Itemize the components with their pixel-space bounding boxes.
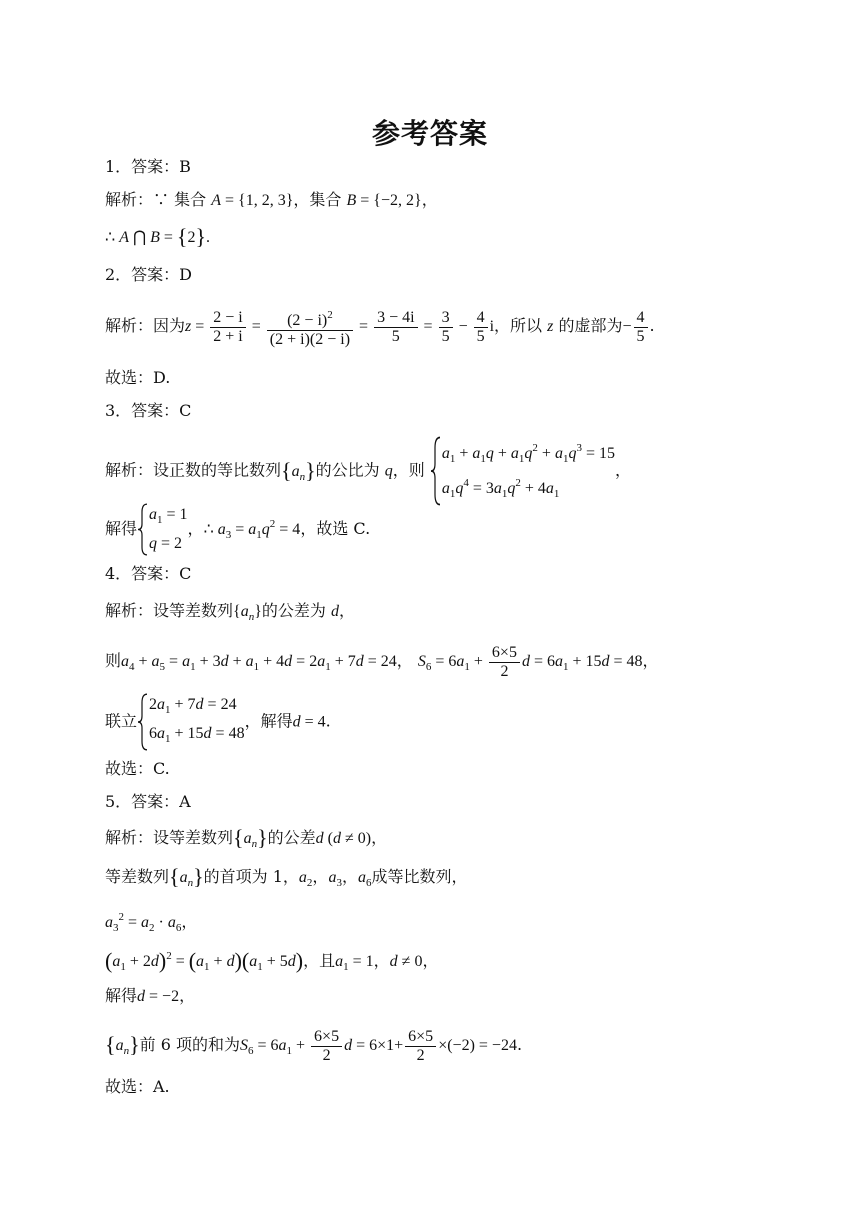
q2-imag-part: − $\frac{4}{5}$	[623, 318, 650, 335]
q3-conclusion: ，故选 C.	[300, 519, 371, 538]
q5-solve: 解得d = −2，	[105, 986, 196, 1005]
q3-system: $a_1 + a_1q + a_1q^2 + a_1q^3 = 15$ $a_1q^4 = 3a_1q^2 + 4a_1$	[430, 436, 615, 506]
q5-analysis-text: 解析：设等差数列	[105, 828, 234, 847]
q5-line2-text2: 的首项为 1，	[203, 867, 299, 886]
q5-diff-text: 的公差	[267, 828, 316, 847]
q4-analysis: 解析：设等差数列$\{a_n\}$的公差为 d，	[105, 601, 356, 623]
q4-sum-formula: $S_6 = 6a_1$ + $\frac{6\times 5}{2}$ $d = 6a_1 + 15d = 48$	[417, 643, 643, 680]
q2-answer: 2．答案：D	[105, 265, 193, 284]
q5-sum: $\{a_n\}$前 6 项的和为$S_6 = 6a_1$ + $\frac{6\times 5}{2}$ d = 6×1+ $\frac{6\times 5}{2}$ ×(−2) = −24.	[105, 1027, 523, 1064]
q3-analysis-text: 解析：设正数的等比数列	[105, 460, 282, 480]
q2-analysis-label: 解析：因为	[105, 316, 186, 336]
q4-system: $2a_1 + 7d = 24$ $6a_1 + 15d = 48$	[137, 693, 245, 751]
q4-result: d = 4	[292, 713, 326, 731]
q5-analysis: 解析：设等差数列$\{a_n\}$的公差d (d ≠ 0)，	[105, 825, 388, 850]
q2-conclusion: 故选：D.	[105, 368, 171, 387]
q4-combine-text: 联立	[105, 711, 138, 731]
q4-answer: 4．答案：C	[105, 564, 192, 583]
q5-sum-formula: $S_6 = 6a_1$ + $\frac{6\times 5}{2}$ d = 6×1+ $\frac{6\times 5}{2}$ ×(−2) = −24	[239, 1027, 517, 1064]
q1-set-a: A = {1, 2, 3}	[211, 192, 294, 209]
q5-line2: 等差数列$\{a_n\}$的首项为 1，$a_2$，$a_3$，$a_6$成等比数列，	[105, 864, 468, 889]
q3-solution-system: $a_1 = 1$ q = 2	[137, 503, 188, 556]
q5-answer: 5．答案：A	[105, 792, 191, 811]
q5-conclusion: 故选：A.	[105, 1077, 170, 1096]
q4-equations: 则$a_4 + a_5 = a_1 + 3d + a_1 + 4d = 2a_1 + 7d = 24$， $S_6 = 6a_1$ + $\frac{6\times 5}{2}$ $d = 6a_1 + 15d = 48$，	[105, 643, 659, 680]
q1-analysis-label: 解析：	[105, 190, 154, 209]
q4-solve-text: ，解得	[244, 711, 293, 731]
q4-diff-text: 的公差为	[261, 601, 326, 620]
q5-result: d = −2	[137, 988, 180, 1005]
q4-conclusion: 故选：C.	[105, 759, 170, 778]
q2-formula: z = $\frac{2 - i}{2 + i}$ = $\frac{(2 - i)^2}{(2 + i)(2 - i)}$ = $\frac{3 - 4i}{5}$ = $\frac{3}{5}$ − $\frac{4}{5}$ i	[185, 309, 495, 348]
q1-analysis: 解析：∵ 集合 A = {1, 2, 3}，集合 B = {−2, 2}，	[105, 190, 438, 209]
q4-combine: 联立 $2a_1 + 7d = 24$ $6a_1 + 15d = 48$ ，解得d = 4.	[105, 693, 331, 751]
q5-sum-text: 前 6 项的和为	[139, 1035, 240, 1054]
q5-expand-text: ，且	[303, 951, 336, 970]
q1-result: ∴ A ⋂ B = {2}.	[105, 224, 211, 249]
q3-answer: 3．答案：C	[105, 401, 192, 420]
q2-tail-text2: 的虚部为	[558, 316, 623, 336]
q3-then-text: ，则	[392, 460, 425, 480]
q5-line2-text1: 等差数列	[105, 867, 170, 886]
q5-expand: $(a_1 + 2d)^2 = (a_1 + d)(a_1 + 5d)$，且$a_1 = 1$，d ≠ 0，	[105, 948, 439, 973]
q3-analysis: 解析：设正数的等比数列$\{a_n\}$的公比为 q，则 $a_1 + a_1q + a_1q^2 + a_1q^3 = 15$ $a_1q^4 = 3a_1q^2 + 4a_1$ ，	[105, 436, 631, 506]
q1-answer: 1．答案：B	[105, 157, 191, 176]
q3-solution: 解得 $a_1 = 1$ q = 2 ，∴ $a_3 = a_1q^2 = 4$，故选 C.	[105, 503, 370, 556]
q3-solve-text: 解得	[105, 519, 138, 538]
q1-set-b: B = {−2, 2}	[346, 192, 422, 209]
q2-tail-text: ，所以	[494, 316, 543, 336]
q5-line2-text3: 成等比数列，	[371, 867, 468, 886]
q1-set-a-text: ∵ 集合	[153, 190, 207, 209]
q5-geo-eq: $a_3^2 = a_2 \cdot a_6$，	[105, 911, 198, 934]
q4-analysis-text: 解析：设等差数列	[105, 601, 234, 620]
q1-set-b-text: 集合	[309, 190, 342, 209]
q2-analysis: 解析：因为z = $\frac{2 - i}{2 + i}$ = $\frac{(2 - i)^2}{(2 + i)(2 - i)}$ = $\frac{3 - 4i}{5}$ = $\frac{3}{5}$ − $\frac{4}{5}$ i，所以 z 的虚部为− $\frac{4}{5}$ .	[105, 309, 655, 348]
q3-result: ∴ $a_3 = a_1q^2 = 4$	[203, 518, 301, 541]
q5-solve-text: 解得	[105, 986, 138, 1005]
q3-ratio-text: 的公比为	[315, 460, 380, 480]
q4-then-text: 则	[105, 651, 122, 670]
page-title: 参考答案	[371, 117, 488, 150]
